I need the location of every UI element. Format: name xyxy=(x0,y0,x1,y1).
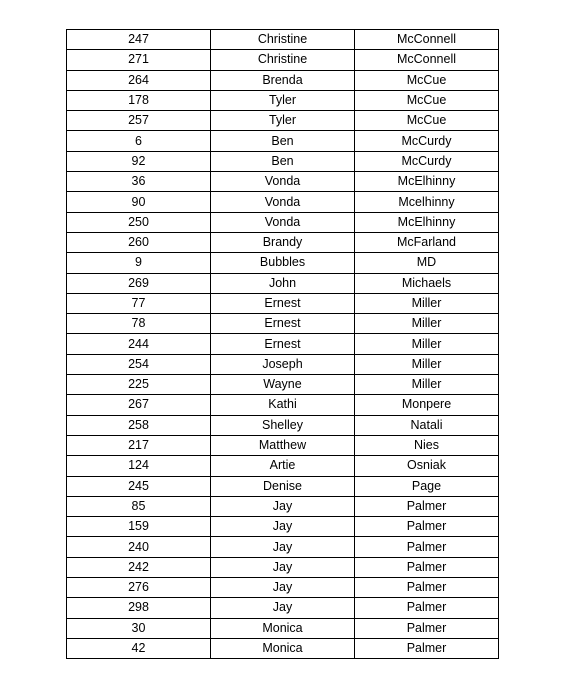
id-cell: 250 xyxy=(67,212,211,232)
first-name-cell: Bubbles xyxy=(211,253,355,273)
last-name-cell: MD xyxy=(355,253,499,273)
table-row xyxy=(67,232,499,252)
last-name-cell: McConnell xyxy=(355,30,499,50)
table-row xyxy=(67,375,499,395)
id-cell: 264 xyxy=(67,70,211,90)
table-row xyxy=(67,50,499,70)
id-cell: 276 xyxy=(67,578,211,598)
table-row xyxy=(67,293,499,313)
first-name-cell: Jay xyxy=(211,496,355,516)
table-row xyxy=(67,395,499,415)
table-row xyxy=(67,496,499,516)
first-name-cell: Christine xyxy=(211,30,355,50)
first-name-cell: Vonda xyxy=(211,172,355,192)
first-name-cell: Kathi xyxy=(211,395,355,415)
first-name-cell: Jay xyxy=(211,578,355,598)
table-row xyxy=(67,618,499,638)
last-name-cell: Palmer xyxy=(355,517,499,537)
table-row xyxy=(67,557,499,577)
table-row xyxy=(67,517,499,537)
last-name-cell: Osniak xyxy=(355,456,499,476)
id-cell: 90 xyxy=(67,192,211,212)
last-name-cell: Palmer xyxy=(355,496,499,516)
id-cell: 257 xyxy=(67,111,211,131)
first-name-cell: Denise xyxy=(211,476,355,496)
id-cell: 260 xyxy=(67,232,211,252)
table-row xyxy=(67,90,499,110)
records-table-body xyxy=(67,30,499,659)
table-row xyxy=(67,476,499,496)
last-name-cell: Page xyxy=(355,476,499,496)
first-name-cell: John xyxy=(211,273,355,293)
last-name-cell: McCue xyxy=(355,111,499,131)
last-name-cell: Miller xyxy=(355,375,499,395)
table-row xyxy=(67,151,499,171)
first-name-cell: Tyler xyxy=(211,111,355,131)
last-name-cell: Palmer xyxy=(355,638,499,658)
table-row xyxy=(67,598,499,618)
first-name-cell: Tyler xyxy=(211,90,355,110)
id-cell: 124 xyxy=(67,456,211,476)
id-cell: 298 xyxy=(67,598,211,618)
id-cell: 77 xyxy=(67,293,211,313)
id-cell: 78 xyxy=(67,314,211,334)
first-name-cell: Vonda xyxy=(211,192,355,212)
first-name-cell: Brenda xyxy=(211,70,355,90)
last-name-cell: McElhinny xyxy=(355,212,499,232)
last-name-cell: McConnell xyxy=(355,50,499,70)
table-row xyxy=(67,70,499,90)
last-name-cell: Nies xyxy=(355,435,499,455)
id-cell: 245 xyxy=(67,476,211,496)
last-name-cell: Natali xyxy=(355,415,499,435)
first-name-cell: Ernest xyxy=(211,334,355,354)
last-name-cell: Miller xyxy=(355,334,499,354)
table-row xyxy=(67,30,499,50)
id-cell: 6 xyxy=(67,131,211,151)
table-row xyxy=(67,192,499,212)
id-cell: 269 xyxy=(67,273,211,293)
first-name-cell: Ben xyxy=(211,151,355,171)
table-row xyxy=(67,334,499,354)
table-row xyxy=(67,354,499,374)
id-cell: 36 xyxy=(67,172,211,192)
id-cell: 258 xyxy=(67,415,211,435)
id-cell: 159 xyxy=(67,517,211,537)
last-name-cell: Palmer xyxy=(355,557,499,577)
id-cell: 42 xyxy=(67,638,211,658)
id-cell: 242 xyxy=(67,557,211,577)
last-name-cell: Palmer xyxy=(355,618,499,638)
last-name-cell: McCue xyxy=(355,90,499,110)
table-row xyxy=(67,638,499,658)
last-name-cell: Michaels xyxy=(355,273,499,293)
last-name-cell: McFarland xyxy=(355,232,499,252)
first-name-cell: Jay xyxy=(211,537,355,557)
table-row xyxy=(67,314,499,334)
id-cell: 217 xyxy=(67,435,211,455)
first-name-cell: Jay xyxy=(211,517,355,537)
last-name-cell: Palmer xyxy=(355,537,499,557)
last-name-cell: Palmer xyxy=(355,598,499,618)
last-name-cell: McElhinny xyxy=(355,172,499,192)
last-name-cell: Palmer xyxy=(355,578,499,598)
first-name-cell: Jay xyxy=(211,557,355,577)
id-cell: 178 xyxy=(67,90,211,110)
id-cell: 267 xyxy=(67,395,211,415)
last-name-cell: McCurdy xyxy=(355,131,499,151)
last-name-cell: Miller xyxy=(355,314,499,334)
first-name-cell: Ernest xyxy=(211,293,355,313)
last-name-cell: McCue xyxy=(355,70,499,90)
table-row xyxy=(67,172,499,192)
first-name-cell: Brandy xyxy=(211,232,355,252)
first-name-cell: Matthew xyxy=(211,435,355,455)
first-name-cell: Artie xyxy=(211,456,355,476)
table-row xyxy=(67,415,499,435)
table-row xyxy=(67,456,499,476)
id-cell: 92 xyxy=(67,151,211,171)
first-name-cell: Shelley xyxy=(211,415,355,435)
first-name-cell: Vonda xyxy=(211,212,355,232)
id-cell: 244 xyxy=(67,334,211,354)
first-name-cell: Joseph xyxy=(211,354,355,374)
first-name-cell: Ernest xyxy=(211,314,355,334)
table-row xyxy=(67,111,499,131)
id-cell: 225 xyxy=(67,375,211,395)
id-cell: 85 xyxy=(67,496,211,516)
id-cell: 271 xyxy=(67,50,211,70)
table-row xyxy=(67,537,499,557)
id-cell: 30 xyxy=(67,618,211,638)
first-name-cell: Wayne xyxy=(211,375,355,395)
first-name-cell: Ben xyxy=(211,131,355,151)
first-name-cell: Jay xyxy=(211,598,355,618)
id-cell: 240 xyxy=(67,537,211,557)
table-row xyxy=(67,212,499,232)
last-name-cell: Miller xyxy=(355,354,499,374)
id-cell: 247 xyxy=(67,30,211,50)
last-name-cell: McCurdy xyxy=(355,151,499,171)
last-name-cell: Mcelhinny xyxy=(355,192,499,212)
first-name-cell: Christine xyxy=(211,50,355,70)
table-row xyxy=(67,273,499,293)
first-name-cell: Monica xyxy=(211,638,355,658)
last-name-cell: Miller xyxy=(355,293,499,313)
first-name-cell: Monica xyxy=(211,618,355,638)
table-row xyxy=(67,578,499,598)
table-row xyxy=(67,435,499,455)
table-row xyxy=(67,131,499,151)
id-cell: 9 xyxy=(67,253,211,273)
id-cell: 254 xyxy=(67,354,211,374)
table-row xyxy=(67,253,499,273)
last-name-cell: Monpere xyxy=(355,395,499,415)
records-table xyxy=(66,29,499,659)
